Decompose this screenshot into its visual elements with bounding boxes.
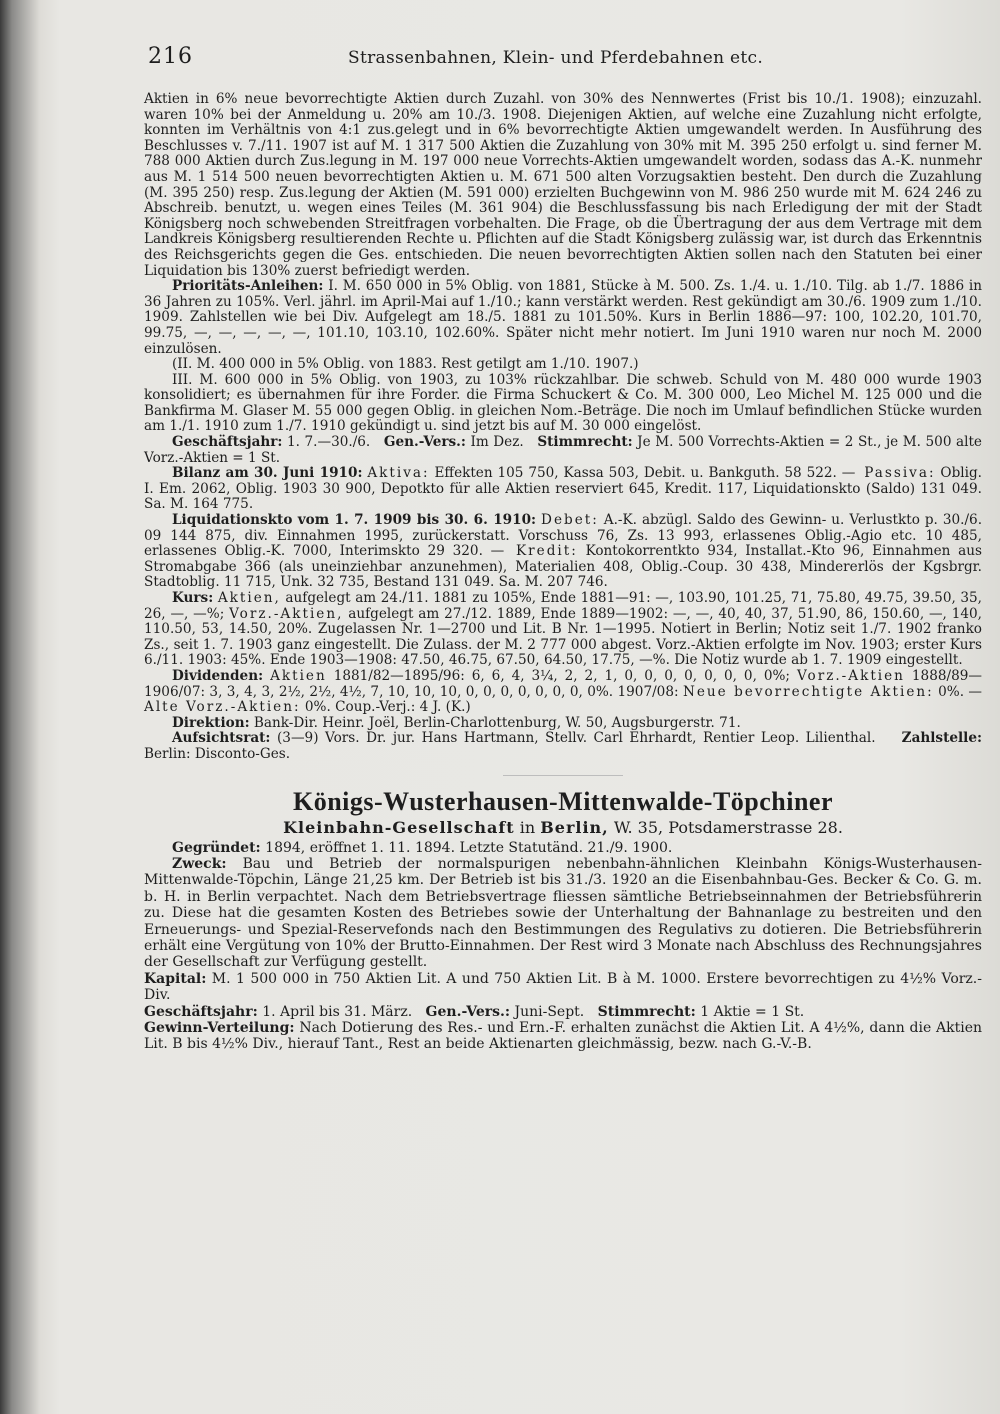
label-zweck: Zweck:	[172, 855, 227, 872]
paragraph-aufsichtsrat	[144, 731, 982, 762]
label-geschaeftsjahr-2: Geschäftsjahr:	[144, 1003, 258, 1020]
text-div-aktien: 1881/82—1895/96: 6, 6, 4, 3¼, 2, 2, 1, 0, 0, 0, 0, 0, 0, 0, 0%;	[333, 667, 790, 684]
paragraph-zweck	[144, 856, 982, 971]
label-gen-vers-2: Gen.-Vers.:	[425, 1003, 511, 1020]
label-stimmrecht: Stimmrecht:	[537, 434, 633, 451]
text-gen-vers: Im Dez.	[470, 434, 524, 451]
paragraph-liquidationskto	[144, 513, 982, 591]
paragraph-anleihe-ii: (II. M. 400 000 in 5% Oblig. von 1883. Rest getilgt am 1./10. 1907.)	[172, 356, 639, 373]
text-kredit: Kontokorrentkto 934, Installat.-Kto 96, Einnahmen aus Stromabgabe 366 (als uneinziehbar anzunehmen), Materialien 408, Oblig.-Coup. 30 438, Mindererlös der Kgsbrgr. Stadtoblig. 11 715, Unk. 32 735, Bestand 131 049. Sa. M. 207 746.	[144, 543, 982, 591]
label-stimmrecht-2: Stimmrecht:	[597, 1003, 696, 1020]
running-title: Strassenbahnen, Klein- und Pferdebahnen etc.	[348, 48, 764, 68]
company-section	[144, 840, 982, 1053]
text-div-neue: 0%. —	[938, 683, 983, 700]
subtitle-in: in	[519, 817, 536, 837]
label-div-aktien: Aktien	[270, 667, 327, 684]
subtitle-city: Berlin,	[540, 817, 609, 837]
text-geschaeftsjahr-2: 1. April bis 31. März.	[262, 1003, 413, 1020]
label-gegruendet: Gegründet:	[172, 839, 261, 856]
text-geschaeftsjahr: 1. 7.—30./6.	[287, 434, 371, 451]
label-gen-vers: Gen.-Vers.:	[383, 434, 466, 451]
company-subtitle	[144, 818, 982, 838]
text-aktiva: Effekten 105 750, Kassa 503, Debit. u. Bankguth. 58 522.	[434, 465, 837, 482]
subtitle-company-type: Kleinbahn-Gesellschaft	[283, 817, 515, 837]
paragraph-geschaeftsjahr	[144, 435, 982, 466]
text-gen-vers-2: Juni-Sept.	[514, 1003, 585, 1020]
label-div-alte: Alte Vorz.-Aktien:	[144, 699, 301, 716]
label-aktiva: Aktiva:	[367, 465, 430, 482]
text-debet: A.-K. abzügl. Saldo des Gewinn- u. Verlustkto p. 30./6. 09 144 875, div. Einnahmen 1995, zurückerstatt. Vorschuss 76, Zs. 13 993, erlassenes Oblig.-Agio etc. 10 485, erlassenes Oblig.-K. 7000, Interimskto 29 320.	[144, 512, 983, 560]
text-anleihen: I. M. 650 000 in 5% Oblig. von 1881, Stücke à M. 500. Zs. 1./4. u. 1./10. Tilg. ab 1./7. 1886 in 36 Jahren zu 105%. Verl. jährl. im April-Mai auf 1./10.; kann verstärkt werden. Rest gekündigt am 30./6. 1909 zum 1./10. 1909. Zahlstellen wie bei Div. Aufgelegt am 18./5. 1881 zu 101.50%. Kurs in Berlin 1886—97: 100, 102.20, 101.70, 99.75, —, —, —, —, —, 101.10, 103.10, 102.60%. Später nicht mehr notiert. Im Juni 1910 waren nur noch M. 2000 einzulösen.	[144, 278, 983, 357]
label-direktion: Direktion:	[172, 714, 250, 731]
label-kurs: Kurs:	[172, 590, 214, 606]
text-gegruendet: 1894, eröffnet 1. 11. 1894. Letzte Statutänd. 21./9. 1900.	[265, 839, 673, 856]
paragraph-gegruendet	[144, 840, 982, 856]
label-liquidationskto: Liquidationskto vom 1. 7. 1909 bis 30. 6. 1910:	[172, 512, 537, 529]
text-direktion: Bank-Dir. Heinr. Joël, Berlin-Charlottenburg, W. 50, Augsburgerstr. 71.	[253, 714, 741, 731]
label-geschaeftsjahr: Geschäftsjahr:	[172, 434, 283, 451]
text-kurs-aktien: aufgelegt am 24./11. 1881 zu 105%, Ende 1881—91: —, 103.90, 101.25, 71, 75.80, 49.75, 39.50, 35, 26, —, —%;	[144, 590, 982, 622]
text-stimmrecht-2: 1 Aktie = 1 St.	[700, 1003, 805, 1020]
paragraph-geschaeftsjahr-2	[144, 1004, 982, 1020]
paragraph-gewinn-verteilung	[144, 1020, 982, 1053]
label-dividenden: Dividenden:	[172, 667, 264, 684]
paragraph-kurs	[144, 591, 982, 669]
label-div-neue: Neue bevorrechtigte Aktien:	[682, 683, 934, 700]
paragraph-direktion	[144, 716, 982, 732]
label-zahlstelle: Zahlstelle:	[901, 730, 982, 747]
text-gewinn-verteilung: Nach Dotierung des Res.- und Ern.-F. erhalten zunächst die Aktien Lit. A 4½%, dann die Aktien Lit. B bis 4½% Div., hierauf Tant., Rest an beide Aktienarten gleichmässig, bezw. nach G.-V.-B.	[144, 1020, 983, 1053]
label-passiva: — Passiva:	[841, 465, 936, 482]
label-kapital: Kapital:	[144, 970, 207, 987]
text-passiva: Oblig. I. Em. 2062, Oblig. 1903 30 900, Depotkto für alle Aktien reserviert 645, Kredit. 117, Liquidationskto (Saldo) 131 049. Sa. M. 164 775.	[144, 465, 982, 513]
label-anleihen: Prioritäts-Anleihen:	[172, 278, 324, 295]
text-stimmrecht: Je M. 500 Vorrechts-Aktien = 2 St., je M. 500 alte Vorz.-Aktien = 1 St.	[144, 434, 982, 466]
paragraph-bilanz	[144, 466, 982, 513]
page-header	[148, 44, 968, 74]
paragraph-kapital	[144, 971, 982, 1004]
paragraph-anleihen	[144, 279, 982, 357]
label-kredit: — Kredit:	[490, 543, 578, 560]
paragraph-dividenden	[144, 669, 982, 716]
text-div-alte: 0%. Coup.-Verj.: 4 J. (K.)	[304, 699, 471, 716]
page-body	[144, 92, 982, 1053]
label-kurs-vorz: Vorz.-Aktien,	[229, 605, 344, 622]
paragraph-anleihe-iii: III. M. 600 000 in 5% Oblig. von 1903, zu 103% rückzahlbar. Die schweb. Schuld von M. 480 000 wurde 1903 konsolidiert; es übernahmen für ihre Forder. die Firma Schuckert & Co. M. 300 000, Leo Michel M. 125 000 und die Bankfirma M. Glaser M. 55 000 gegen Oblig. in gleichen Nom.-Beträge. Die noch im Umlauf befindlichen Stücke wurden am 1./1. 1910 zum 1./7. 1910 gekündigt u. sind jetzt bis auf M. 30 000 eingelöst.	[144, 371, 982, 435]
paragraph-capital-history: Aktien in 6% neue bevorrechtigte Aktien durch Zuzahl. von 30% des Nennwertes (Frist bis 10./1. 1908); einzuzahl. waren 10% bei der Anmeldung u. 20% am 10./3. 1908. Diejenigen Aktien, auf welche eine Zuzahlung nicht erfolgte, konnten im Verhältnis von 4:1 zus.gelegt und in 6% bevorrechtigte Aktien umgewandelt werden. In Ausführung des Beschlusses v. 7./11. 1907 ist auf M. 1 317 500 Aktien die Zuzahlung von 30% mit M. 395 250 erfolgt u. sind ferner M. 788 000 Aktien durch Zus.legung in M. 197 000 neue Vorrechts-Aktien umgewandelt worden, sodass das A.-K. nunmehr aus M. 1 514 500 neuen bevorrechtigten Aktien u. M. 671 500 alten Vorzugsaktien besteht. Den durch die Zuzahlung (M. 395 250) resp. Zus.legung der Aktien (M. 591 000) erzielten Buchgewinn von M. 986 250 wurde mit M. 624 246 zu Abschreib. benutzt, u. wegen eines Teiles (M. 361 904) die Beschlussfassung bis nach Erledigung der mit der Stadt Königsberg noch schwebenden Streitfragen vorbehalten. Die Frage, ob die Übertragung der aus dem Vertrage mit dem Landkreis Königsberg resultierenden Rechte u. Pflichten auf die Stadt Königsberg zulässig war, ist durch das Erkenntnis des Reichsgerichts gegen die Ges. entschieden. Die neuen bevorrechtigten Aktien sollen nach den Statuten bei einer Liquidation bis 130% zuerst befriedigt werden.	[144, 91, 982, 279]
text-aufsichtsrat: (3—9) Vors. Dr. jur. Hans Hartmann, Stellv. Carl Ehrhardt, Rentier Leop. Lilienthal.	[277, 730, 876, 747]
label-div-vorz: Vorz.-Aktien	[796, 667, 905, 684]
section-divider	[503, 775, 623, 776]
text-div-vorz: 1888/89—1906/07: 3, 3, 4, 3, 2½, 2½, 4½, 7, 10, 10, 10, 0, 0, 0, 0, 0, 0, 0, 0%. 1907/08:	[144, 667, 982, 700]
label-gewinn-verteilung: Gewinn-Verteilung:	[144, 1020, 295, 1036]
label-debet: Debet:	[541, 512, 599, 529]
text-kurs-vorz: aufgelegt am 27./12. 1889, Ende 1889—1902: —, —, 40, 40, 37, 51.90, 86, 150.60, —, 140, 110.50, 53, 14.50, 20%. Zugelassen Nr. 1—2700 und Lit. B Nr. 1—1995. Notiert in Berlin; Notiz seit 1./7. 1902 franko Zs., seit 1. 7. 1903 ganz eingestellt. Die Zulass. der M. 2 777 000 abgest. Vorz.-Aktien erfolgte im Nov. 1903; erster Kurs 6./11. 1903: 45%. Ende 1903—1908: 47.50, 46.75, 67.50, 64.50, 17.75, —%. Die Notiz wurde ab 1. 7. 1909 eingestellt.	[144, 605, 982, 669]
label-bilanz: Bilanz am 30. Juni 1910:	[172, 465, 363, 482]
text-zweck: Bau und Betrieb der normalspurigen nebenbahn-ähnlichen Kleinbahn Königs-Wusterhausen-Mittenwalde-Töpchin, Länge 21,25 km. Der Betrieb ist bis 31./3. 1920 an die Eisenbahnbau-Ges. Becker & Co. G. m. b. H. in Berlin verpachtet. Nach dem Betriebsvertrage fliessen sämtliche Betriebseinnahmen der Betriebsführerin zu. Diese hat die gesamten Kosten des Betriebes sowie der Unterhaltung der Bahnanlage zu bestreiten und den Erneuerungs- und Spezial-Reservefonds nach den Bestimmungen des Regulativs zu dotieren. Die Betriebsführerin erhält eine Vergütung von 10% der Brutto-Einnahmen. Der Rest wird 3 Monate nach Abschluss des Rechnungsjahres der Gesellschaft zur Verfügung gestellt.	[144, 855, 982, 971]
text-kapital: M. 1 500 000 in 750 Aktien Lit. A und 750 Aktien Lit. B à M. 1000. Erstere bevorrechtigen zu 4½% Vorz.-Div.	[144, 970, 982, 1004]
subtitle-address: W. 35, Potsdamerstrasse 28.	[613, 817, 843, 837]
company-title: Königs-Wusterhausen-Mittenwalde-Töpchiner	[292, 786, 834, 816]
text-zahlstelle: Berlin: Disconto-Ges.	[144, 745, 291, 762]
label-kurs-aktien: Aktien,	[217, 590, 281, 606]
label-aufsichtsrat: Aufsichtsrat:	[172, 730, 271, 747]
page-number: 216	[148, 44, 193, 69]
